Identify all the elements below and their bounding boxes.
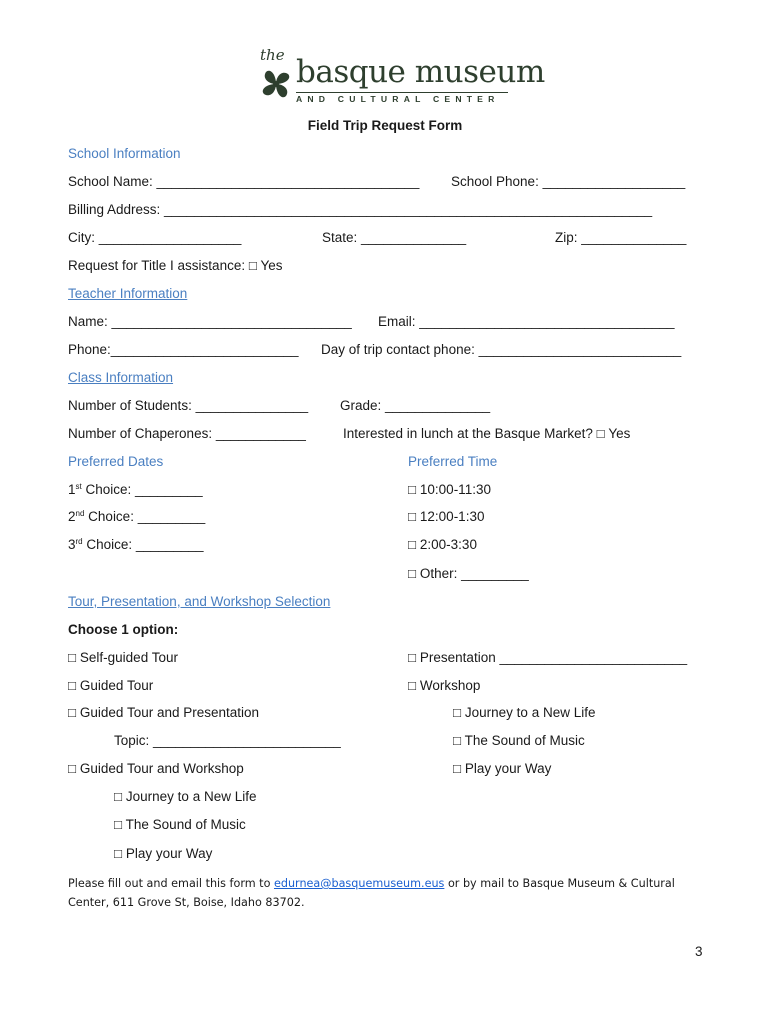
selection-heading: Tour, Presentation, and Workshop Selection — [68, 594, 331, 609]
self-guided-checkbox[interactable]: □ Self-guided Tour — [68, 650, 178, 665]
school-info-heading: School Information — [68, 146, 181, 161]
preferred-dates-heading: Preferred Dates — [68, 454, 164, 469]
third-choice-field[interactable]: 3rd Choice: _________ — [68, 537, 204, 552]
logo-the-text: the — [260, 46, 285, 64]
guided-tour-checkbox[interactable]: □ Guided Tour — [68, 678, 154, 693]
logo-rule — [296, 92, 508, 93]
lauburu-icon — [256, 64, 296, 104]
page-number: 3 — [695, 944, 703, 959]
presentation-checkbox[interactable]: □ Presentation _________________________ — [408, 650, 688, 665]
chaperones-field[interactable]: Number of Chaperones: ____________ — [68, 426, 306, 441]
preferred-time-heading: Preferred Time — [408, 454, 498, 469]
time-option-2[interactable]: □ 12:00-1:30 — [408, 509, 485, 524]
email-link[interactable]: edurnea@basquemuseum.eus — [273, 877, 445, 890]
teacher-phone-field[interactable]: Phone:_________________________ — [68, 342, 299, 357]
footer-instructions: Please fill out and email this form to edurnea@basquemuseum.eus or by mail to Basque Museum & Cultural Center, 611 Grove St, Boise, Idaho 83702. — [68, 877, 675, 909]
city-field[interactable]: City: ___________________ — [68, 230, 242, 245]
teacher-name-field[interactable]: Name: ________________________________ — [68, 314, 352, 329]
billing-address-field[interactable]: Billing Address: _________________________________________________________________ — [68, 202, 653, 217]
time-option-1[interactable]: □ 10:00-11:30 — [408, 482, 491, 497]
logo-subtitle: AND CULTURAL CENTER — [296, 94, 500, 104]
choose-option-label: Choose 1 option: — [68, 622, 179, 637]
guided-workshop-option-3[interactable]: □ Play your Way — [114, 846, 213, 861]
guided-workshop-checkbox[interactable]: □ Guided Tour and Workshop — [68, 761, 244, 776]
workshop-option-2[interactable]: □ The Sound of Music — [453, 733, 585, 748]
form-title: Field Trip Request Form — [307, 118, 463, 133]
time-option-3[interactable]: □ 2:00-3:30 — [408, 537, 477, 552]
students-field[interactable]: Number of Students: _______________ — [68, 398, 309, 413]
time-option-other[interactable]: □ Other: _________ — [408, 566, 529, 581]
guided-presentation-checkbox[interactable]: □ Guided Tour and Presentation — [68, 705, 260, 720]
second-choice-field[interactable]: 2nd Choice: _________ — [68, 509, 206, 524]
workshop-option-3[interactable]: □ Play your Way — [453, 761, 552, 776]
school-phone-field[interactable]: School Phone: ___________________ — [451, 174, 686, 189]
logo-main-text: basque museum — [296, 54, 545, 90]
guided-workshop-option-1[interactable]: □ Journey to a New Life — [114, 789, 257, 804]
state-field[interactable]: State: ______________ — [322, 230, 467, 245]
teacher-info-heading: Teacher Information — [68, 286, 188, 301]
grade-field[interactable]: Grade: ______________ — [340, 398, 491, 413]
title1-assistance-checkbox[interactable]: Request for Title I assistance: □ Yes — [68, 258, 283, 273]
topic-field[interactable]: Topic: _________________________ — [114, 733, 341, 748]
zip-field[interactable]: Zip: ______________ — [555, 230, 687, 245]
first-choice-field[interactable]: 1st Choice: _________ — [68, 482, 203, 497]
workshop-checkbox[interactable]: □ Workshop — [408, 678, 481, 693]
guided-workshop-option-2[interactable]: □ The Sound of Music — [114, 817, 246, 832]
teacher-email-field[interactable]: Email: __________________________________ — [378, 314, 675, 329]
school-name-field[interactable]: School Name: ___________________________________ — [68, 174, 420, 189]
lunch-checkbox[interactable]: Interested in lunch at the Basque Market? □ Yes — [343, 426, 631, 441]
workshop-option-1[interactable]: □ Journey to a New Life — [453, 705, 596, 720]
contact-phone-field[interactable]: Day of trip contact phone: ___________________________ — [321, 342, 682, 357]
class-info-heading: Class Information — [68, 370, 174, 385]
museum-logo — [256, 46, 545, 110]
